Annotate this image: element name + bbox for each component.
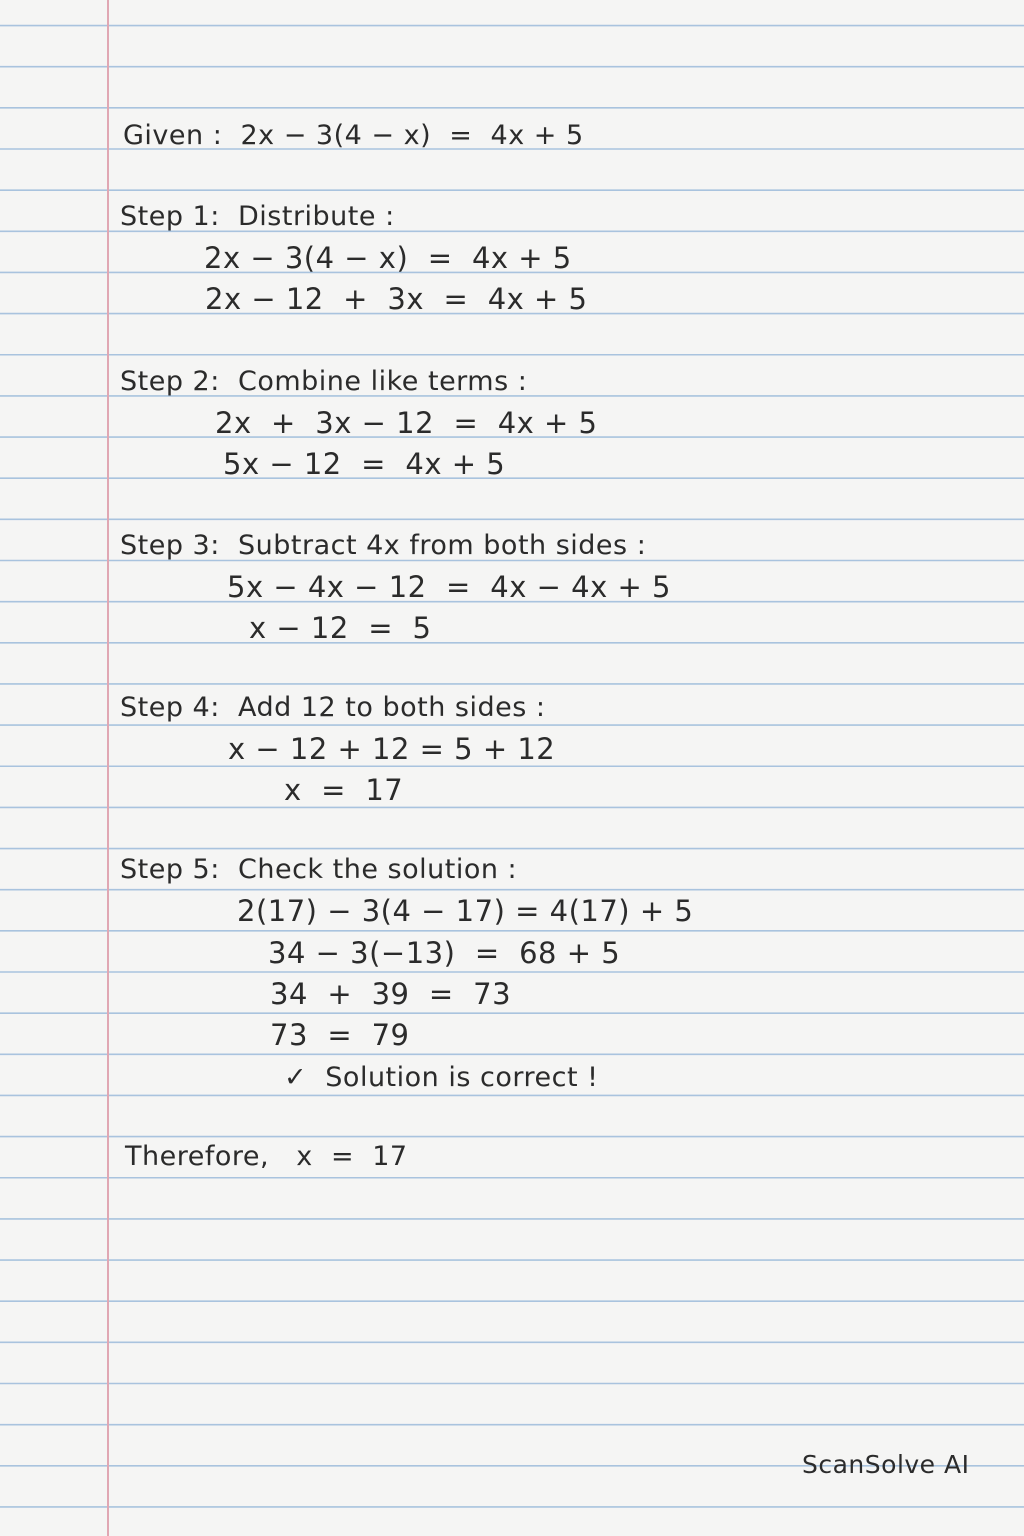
- step-5-line-1: 2(17) − 3(4 − 17) = 4(17) + 5: [237, 894, 694, 928]
- step-5-line-4: 73 = 79: [270, 1018, 410, 1052]
- step-3-line-1: 5x − 4x − 12 = 4x − 4x + 5: [227, 570, 671, 604]
- step-5-line-3: 34 + 39 = 73: [270, 977, 512, 1011]
- step-5-line-2: 34 − 3(−13) = 68 + 5: [268, 936, 621, 970]
- signature: ScanSolve AI: [802, 1450, 970, 1479]
- step-2-heading: Step 2: Combine like terms :: [120, 366, 528, 397]
- step-4-line-2: x = 17: [284, 773, 404, 807]
- step-3-line-2: x − 12 = 5: [249, 611, 432, 645]
- step-5-heading: Step 5: Check the solution :: [120, 854, 518, 885]
- check-result: ✓ Solution is correct !: [284, 1062, 599, 1093]
- step-1-line-2: 2x − 12 + 3x = 4x + 5: [205, 282, 588, 316]
- step-2-line-2: 5x − 12 = 4x + 5: [223, 447, 506, 481]
- conclusion: Therefore, x = 17: [125, 1141, 408, 1172]
- given-equation: Given : 2x − 3(4 − x) = 4x + 5: [123, 120, 584, 151]
- step-2-line-1: 2x + 3x − 12 = 4x + 5: [215, 406, 598, 440]
- margin-line: [107, 0, 109, 1536]
- step-3-heading: Step 3: Subtract 4x from both sides :: [120, 530, 647, 561]
- step-4-line-1: x − 12 + 12 = 5 + 12: [228, 732, 556, 766]
- step-4-heading: Step 4: Add 12 to both sides :: [120, 692, 546, 723]
- step-1-heading: Step 1: Distribute :: [120, 201, 395, 232]
- step-1-line-1: 2x − 3(4 − x) = 4x + 5: [204, 241, 572, 275]
